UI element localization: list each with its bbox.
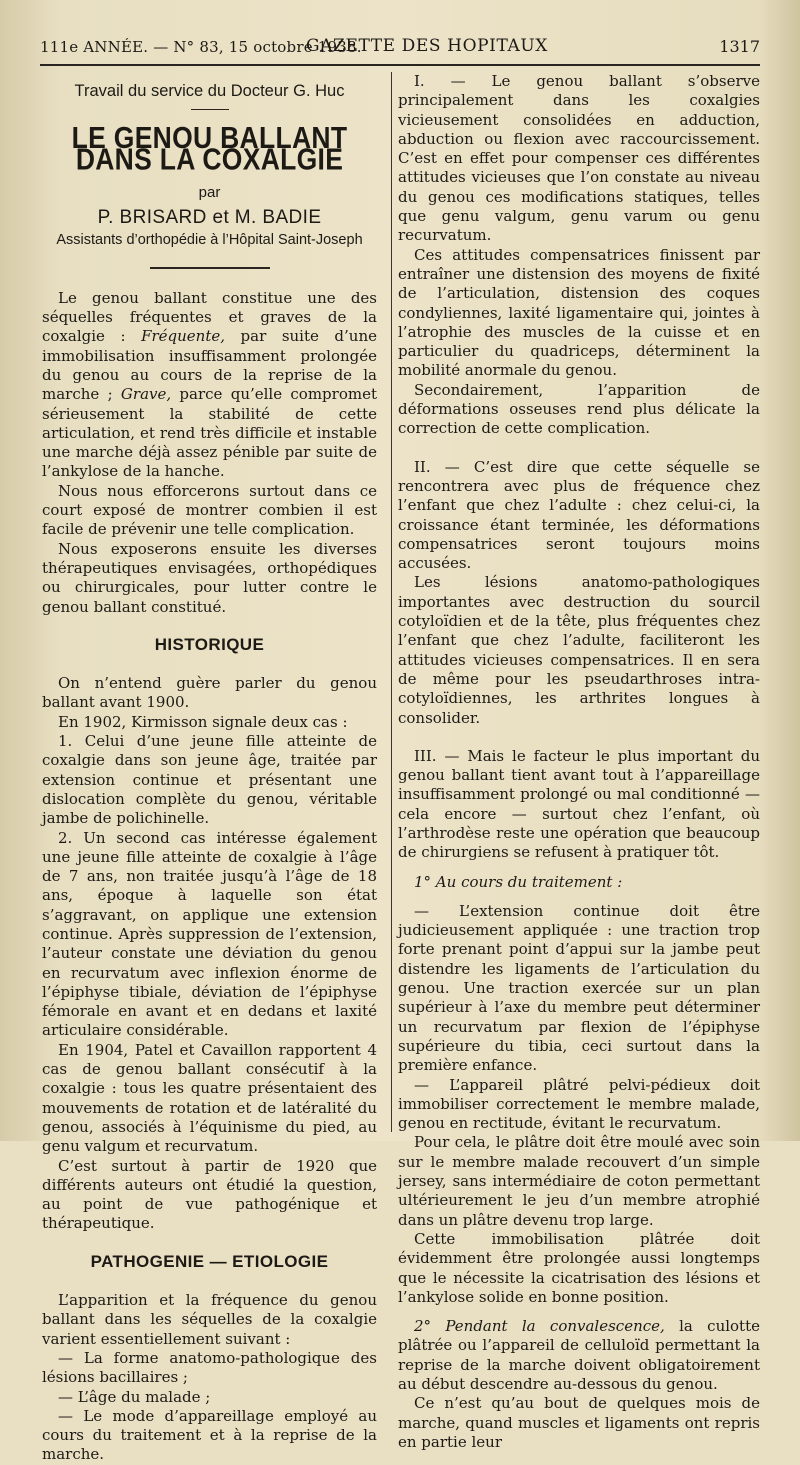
- paragraph-gap: [398, 863, 760, 873]
- article-title: LE GENOU BALLANT DANS LA COXALGIE: [71, 120, 348, 178]
- historique-paragraph: En 1904, Patel et Cavaillon rapportent 4 cas de genou ballant consécutif à la coxalgie : tous les quatre présentaient des mouvements de rotation et de latéralité du genou, associés à l’équinisme du pied, au genu valgum et recurvatum.: [42, 1040, 377, 1156]
- intro-paragraph-2: Nous nous efforcerons surtout dans ce court exposé de montrer combien il est facile de prévenir une telle complication.: [42, 481, 377, 539]
- left-column: [42, 72, 377, 1465]
- body-paragraph: — L’appareil plâtré pelvi-pédieux doit immobiliser correctement le membre malade, genou en rectitude, évitant le recurvatum.: [398, 1075, 760, 1133]
- body-paragraph-convalescence: 2° Pendant la convalescence, la culotte plâtrée ou l’appareil de celluloïd permettant la reprise de la marche doivent obligatoirement au début descendre au-dessous du genou.: [398, 1317, 760, 1393]
- by-line: par: [198, 183, 221, 201]
- section-heading-pathogenie: PATHOGENIE — ETIOLOGIE: [90, 1251, 329, 1271]
- subheading-treatment: 1° Au cours du traitement :: [414, 872, 623, 891]
- header-rule: [40, 64, 760, 66]
- historique-paragraph: En 1902, Kirmisson signale deux cas :: [58, 712, 348, 731]
- column-divider: [391, 72, 392, 1132]
- issue-info: 111e ANNÉE. — N° 83, 15 octobre 1938.: [40, 38, 362, 56]
- right-column: [398, 72, 760, 1452]
- pathogenie-intro: L’apparition et la fréquence du genou ballant dans les séquelles de la coxalgie varient essentiellement suivant :: [42, 1291, 377, 1348]
- service-credit: Travail du service du Docteur G. Huc: [74, 82, 345, 100]
- historique-paragraph: 2. Un second cas intéresse également une jeune fille atteinte de coxalgie à l’âge de 7 ans, non traitée jusqu’à l’âge de 18 ans, époque à laquelle son état s’aggravant, on applique une extension continue. Après suppression de l’extension, l’auteur constate une déviation du genou en recurvatum avec inflexion énorme de l’épiphyse tibiale, déviation de l’épiphyse fémorale en avant et en dedans et laxité articulaire considérable.: [42, 828, 377, 1040]
- title-divider: [150, 267, 270, 269]
- paragraph-gap: [398, 1307, 760, 1317]
- body-paragraph: II. — C’est dire que cette séquelle se rencontrera avec plus de fréquence chez l’enfant que chez l’adulte : chez celui-ci, la croissance étant terminée, les déformations compensatrices seront toujours moins accusées.: [398, 457, 760, 573]
- page-header: [40, 36, 760, 60]
- intro-paragraph-3: Nous exposerons ensuite les diverses thérapeutiques envisagées, orthopédiques ou chirurgicales, pour lutter contre le genou ballant constitué.: [42, 539, 377, 616]
- publication-title: GAZETTE DES HOPITAUX: [306, 36, 549, 56]
- paragraph-gap: [398, 892, 760, 902]
- paragraph-gap: [398, 728, 760, 747]
- section-heading-historique: HISTORIQUE: [154, 634, 265, 654]
- paragraph-gap: [398, 439, 760, 458]
- pathogenie-item: — Le mode d’appareillage employé au cours du traitement et à la reprise de la marche.: [42, 1406, 377, 1464]
- intro-paragraph: Le genou ballant constitue une des séquelles fréquentes et graves de la coxalgie : Fréquente, par suite d’une immobilisation insuffisamment prolongée du genou au cours de la reprise de la marche ; Grave, parce qu’elle compromet sérieusement la stabilité de cette articulation, et rend très difficile et instable une marche déjà assez pénible par suite de l’ankylose de la hanche.: [42, 288, 377, 481]
- body-paragraph: — L’extension continue doit être judicieusement appliquée : une traction trop forte prenant point d’appui sur la jambe peut distendre les ligaments de l’articulation du genou. Une traction exercée sur un plan supérieur à l’axe du membre peut déterminer un recurvatum par flexion de l’épiphyse supérieure du tibia, ceci surtout dans la première enfance.: [398, 901, 760, 1075]
- pathogenie-item: — La forme anatomo-pathologique des lésions bacillaires ;: [42, 1348, 377, 1387]
- pathogenie-item: — L’âge du malade ;: [58, 1387, 211, 1406]
- historique-paragraph: On n’entend guère parler du genou ballant avant 1900.: [42, 674, 377, 712]
- body-paragraph: Ces attitudes compensatrices finissent par entraîner une distension des moyens de fixité de l’articulation, distension des coques condyliennes, laxité ligamentaire qui, jointes à l’atrophie des muscles de la cuisse et en particulier du quadriceps, déterminent la mobilité anormale du genou.: [398, 245, 760, 380]
- body-paragraph: Cette immobilisation plâtrée doit évidemment être prolongée aussi longtemps que le nécessite la cicatrisation des lésions et l’ankylose solide en bonne position.: [398, 1229, 760, 1306]
- body-paragraph: Les lésions anatomo-pathologiques importantes avec destruction du sourcil cotyloïdien et de la tête, plus fréquentes chez l’enfant que chez l’adulte, faciliteront les attitudes vicieuses compensatrices. Il en sera de même pour les pseudarthroses intra-cotyloïdiennes, les arthrites longues à consolider.: [398, 573, 760, 727]
- historique-paragraph: C’est surtout à partir de 1920 que différents auteurs ont étudié la question, au point de vue pathogénique et thérapeutique.: [42, 1156, 377, 1233]
- body-paragraph: Secondairement, l’apparition de déformations osseuses rend plus délicate la correction de cette complication.: [398, 380, 760, 438]
- page-number: 1317: [719, 37, 760, 56]
- body-paragraph: I. — Le genou ballant s’observe principalement dans les coxalgies vicieusement consolidées en adduction, abduction ou flexion avec raccourcissement. C’est en effet pour compenser ces différentes attitudes vicieuses que l’on constate au niveau du genou ces modifications statiques, telles que genu valgum, genu varum ou genu recurvatum.: [398, 72, 760, 245]
- credit-divider: [191, 109, 229, 110]
- article-authors: P. BRISARD et M. BADIE: [97, 207, 322, 229]
- author-affiliation: Assistants d’orthopédie à l’Hôpital Saint-Joseph: [56, 232, 363, 249]
- body-paragraph: Pour cela, le plâtre doit être moulé avec soin sur le membre malade recouvert d’un simple jersey, sans intermédiaire de coton permettant ultérieurement le jeu d’un membre atrophié dans un plâtre devenu trop large.: [398, 1133, 760, 1229]
- historique-paragraph: 1. Celui d’une jeune fille atteinte de coxalgie dans son jeune âge, traitée par extension continue et présentant une dislocation complète du genou, véritable jambe de polichinelle.: [42, 732, 377, 828]
- body-paragraph: III. — Mais le facteur le plus important du genou ballant tient avant tout à l’appareillage insuffisamment prolongé ou mal conditionné — cela encore — surtout chez l’enfant, où l’arthrodèse reste une opération que beaucoup de chirurgiens se refusent à pratiquer tôt.: [398, 746, 760, 862]
- body-paragraph: Ce n’est qu’au bout de quelques mois de marche, quand muscles et ligaments ont repris en partie leur: [398, 1394, 760, 1451]
